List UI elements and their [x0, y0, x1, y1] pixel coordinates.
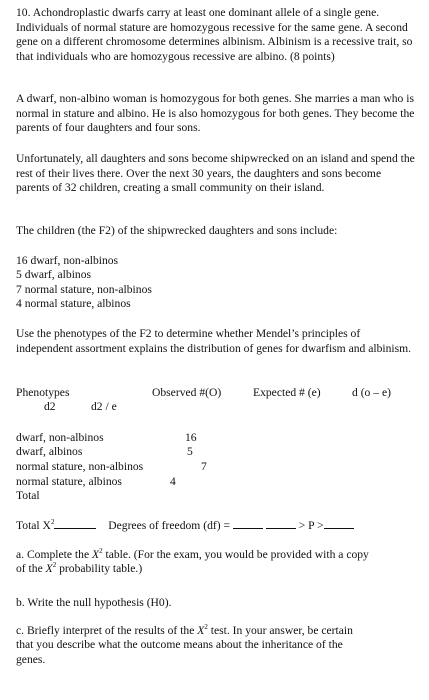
children-intro: The children (the F2) of the shipwrecked daughters and sons include:	[16, 224, 338, 237]
row-observed: 4	[170, 475, 176, 488]
total-row-label: Total	[16, 489, 40, 502]
row-observed: 5	[187, 445, 193, 458]
question-intro: 10. Achondroplastic dwarfs carry at least one dominant allele of a single gene. Individuals of normal stature are homozygous recessive for the same gene. A second gene on a different chromosome determines albinism. Albinism is a recessive trait, so that individuals who are homozygous recessive are albino. (8 points)	[16, 6, 413, 63]
children-item: 4 normal stature, albinos	[16, 297, 131, 310]
p-low-blank	[266, 518, 296, 529]
row-label: normal stature, albinos	[16, 475, 122, 488]
part-a-line2	[16, 562, 142, 576]
part-a-text: of the	[16, 562, 46, 575]
children-item: 16 dwarf, non-albinos	[16, 254, 119, 267]
chi-symbol: X	[91, 548, 100, 561]
total-chi-blank	[54, 518, 96, 529]
p-label: > P >	[298, 519, 324, 532]
df-label: Degrees of freedom (df) =	[108, 519, 231, 532]
row-label: normal stature, non-albinos	[16, 460, 144, 473]
df-blank	[233, 518, 263, 529]
chi-symbol: X	[197, 624, 205, 637]
chi-superscript: 2	[204, 623, 208, 632]
chi-square-summary	[16, 518, 354, 533]
part-c-line1	[16, 624, 353, 638]
chi-superscript: 2	[99, 547, 103, 556]
row-label: dwarf, non-albinos	[16, 431, 104, 444]
part-c-line2: that you describe what the outcome means about the inheritance of the	[16, 638, 343, 651]
header-expected: Expected # (e)	[253, 386, 321, 399]
part-c-text: c. Briefly interpret of the results of the	[16, 624, 198, 637]
shipwreck-paragraph: Unfortunately, all daughters and sons become shipwrecked on an island and spend the rest of their lives there. Over the next 30 years, the daughters and sons become parents of 32 children, creating a small community on their island.	[16, 152, 415, 194]
header-observed: Observed #(O)	[152, 386, 222, 399]
children-item: 7 normal stature, non-albinos	[16, 283, 152, 296]
row-observed: 16	[185, 431, 197, 444]
row-observed: 7	[201, 460, 207, 473]
part-a-text: table. (For the exam, you would be provided with a copy	[102, 548, 369, 561]
part-c-line3: genes.	[16, 653, 46, 666]
part-c-text: test. In your answer, be certain	[207, 624, 353, 637]
chi-symbol: X	[45, 562, 53, 575]
part-a-text: a. Complete the	[16, 548, 92, 561]
header-d2-over-e: d2 / e	[91, 400, 117, 413]
part-a-line1	[16, 548, 369, 562]
task-paragraph: Use the phenotypes of the F2 to determine whether Mendel’s principles of independent assortment explains the distribution of genes for dwarfism and albinism.	[16, 327, 412, 355]
row-label: dwarf, albinos	[16, 445, 83, 458]
children-item: 5 dwarf, albinos	[16, 268, 92, 281]
header-phenotypes: Phenotypes	[16, 386, 70, 399]
total-chi-label: Total X	[16, 519, 51, 532]
header-d: d (o – e)	[352, 386, 391, 399]
chi-superscript: 2	[52, 561, 57, 570]
chi-superscript: 2	[50, 518, 55, 527]
part-a-text: probability table.)	[56, 562, 143, 575]
p-high-blank	[324, 518, 354, 529]
part-b: b. Write the null hypothesis (H0).	[16, 596, 172, 609]
header-d2: d2	[44, 400, 56, 413]
cross-paragraph: A dwarf, non-albino woman is homozygous for both genes. She marries a man who is normal in stature and albino. He is also homozygous for both genes. They become the parents of four daughters and four sons.	[16, 92, 415, 134]
